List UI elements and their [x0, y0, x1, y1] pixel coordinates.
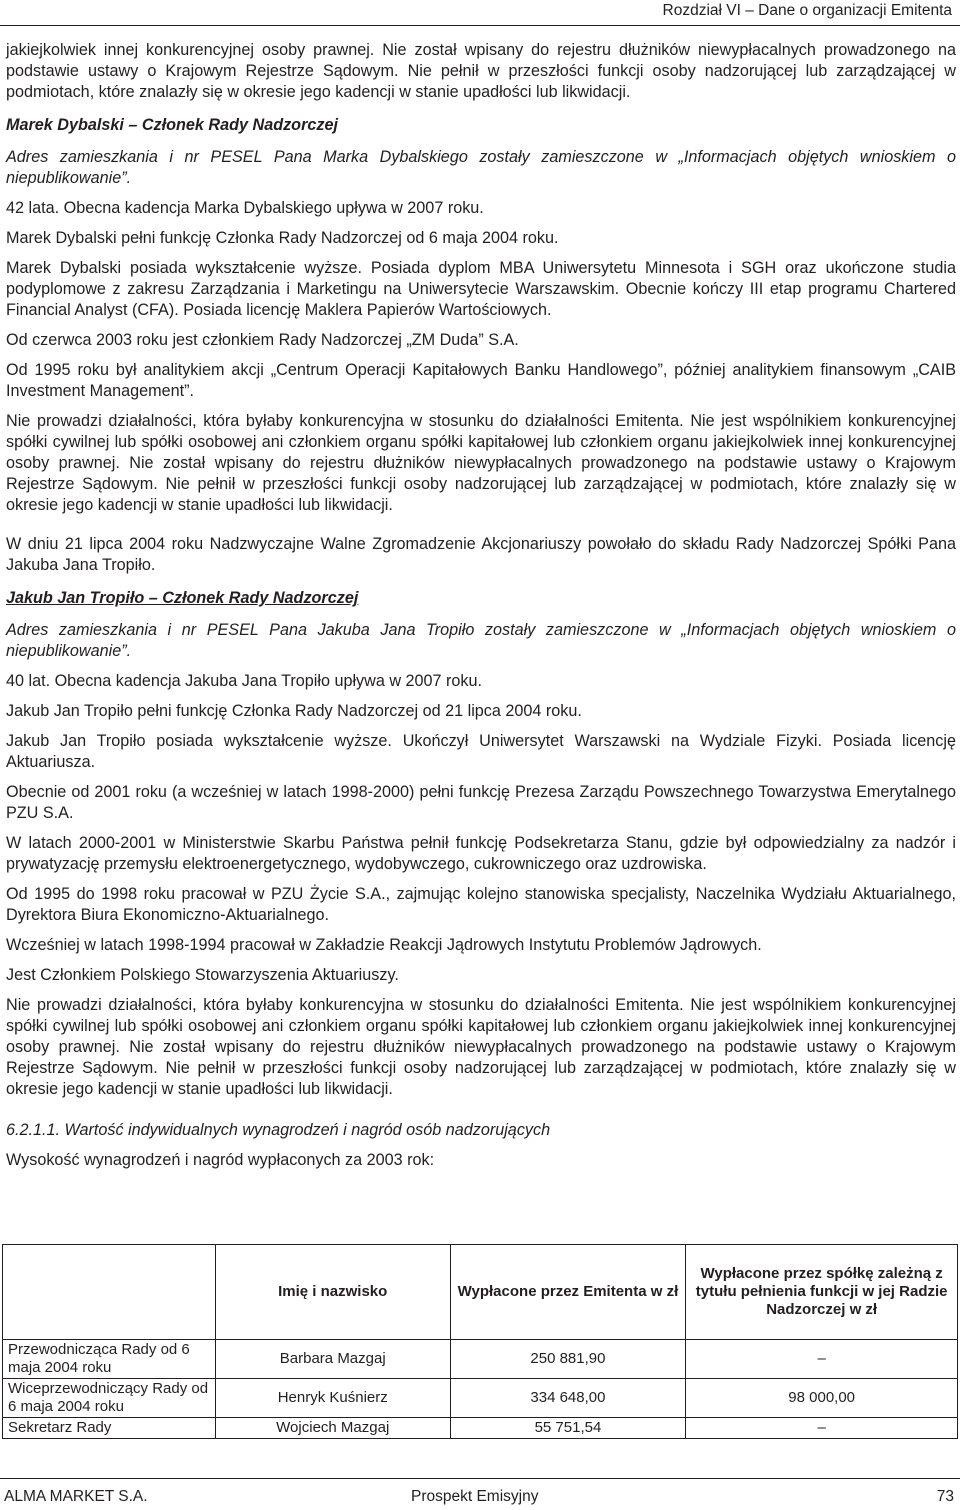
table-cell: Henryk Kuśnierz [215, 1379, 450, 1418]
table-cell: – [686, 1340, 958, 1379]
table-cell: 55 751,54 [450, 1418, 686, 1439]
paragraph: Marek Dybalski posiada wykształcenie wyższe. Posiada dyplom MBA Uniwersytetu Minnesota i SGH oraz ukończone studia podyplomowe z zakresu Zarządzania i Marketingu na Uniwersytecie Warszawskim. Obecnie kończy III etap programu Chartered Financial Analyst (CFA). Posiada licencję Maklera Papierów Wartościowych. [6, 259, 956, 319]
paragraph: Adres zamieszkania i nr PESEL Pana Marka Dybalskiego zostały zamieszczone w „Informacjach objętych wnioskiem o niepublikowanie”. [6, 148, 956, 187]
table-header-cell: Wypłacone przez spółkę zależną z tytułu pełnienia funkcji w jej Radzie Nadzorczej w zł [686, 1245, 958, 1340]
table-cell: Wiceprzewodniczący Rady od 6 maja 2004 roku [3, 1379, 216, 1418]
table-row [3, 1379, 958, 1418]
remuneration-table [2, 1244, 958, 1439]
table-cell: – [686, 1418, 958, 1439]
page-header [0, 0, 960, 28]
paragraph: Jakub Jan Tropiło posiada wykształcenie wyższe. Ukończył Uniwersytet Warszawski na Wydziale Fizyki. Posiada licencję Aktuariusza. [6, 732, 956, 771]
person-heading-tropilo: Jakub Jan Tropiło – Członek Rady Nadzorczej [6, 589, 359, 607]
table-cell: 334 648,00 [450, 1379, 686, 1418]
person-heading-dybalski: Marek Dybalski – Członek Rady Nadzorczej [6, 116, 338, 134]
table-cell: Barbara Mazgaj [215, 1340, 450, 1379]
paragraph: Nie prowadzi działalności, która byłaby konkurencyjna w stosunku do działalności Emitenta. Nie jest wspólnikiem konkurencyjnej spółki cywilnej lub spółki osobowej ani członkiem organu spółki kapitałowej lub członkiem organu jakiejkolwiek innej konkurencyjnej osoby prawnej. Nie został wpisany do rejestru dłużników niewypłacalnych prowadzonego na podstawie ustawy o Krajowym Rejestrze Sądowym. Nie pełnił w przeszłości funkcji osoby nadzorującej lub zarządzającej w podmiotach, które znalazły się w okresie jego kadencji w stanie upadłości lub likwidacji. [6, 996, 956, 1098]
company-name: ALMA MARKET S.A. [4, 1488, 148, 1505]
paragraph: Jakub Jan Tropiło pełni funkcję Członka Rady Nadzorczej od 21 lipca 2004 roku. [6, 702, 582, 720]
table-cell: Wojciech Mazgaj [215, 1418, 450, 1439]
paragraph: Jest Członkiem Polskiego Stowarzyszenia Aktuariuszy. [6, 966, 399, 984]
paragraph: Marek Dybalski pełni funkcję Członka Rady Nadzorczej od 6 maja 2004 roku. [6, 229, 559, 247]
table-header-cell [3, 1245, 216, 1340]
paragraph: W latach 2000-2001 w Ministerstwie Skarbu Państwa pełnił funkcję Podsekretarza Stanu, gdzie był odpowiedzialny za nadzór i prywatyzację przemysłu elektroenergetycznego, wydobywczego, cukrowniczego oraz uzdrowiska. [6, 834, 956, 873]
paragraph: Od 1995 roku był analitykiem akcji „Centrum Operacji Kapitałowych Banku Handlowego”, później analitykiem finansowym „CAIB Investment Management”. [6, 361, 956, 400]
document-body [6, 40, 956, 1180]
table-intro: Wysokość wynagrodzeń i nagród wypłaconych za 2003 rok: [6, 1151, 435, 1169]
table-row [3, 1340, 958, 1379]
table-cell: 250 881,90 [450, 1340, 686, 1379]
paragraph: Wcześniej w latach 1998-1994 pracował w Zakładzie Reakcji Jądrowych Instytutu Problemów Jądrowych. [6, 936, 762, 954]
document-name: Prospekt Emisyjny [411, 1488, 539, 1505]
paragraph: jakiejkolwiek innej konkurencyjnej osoby prawnej. Nie został wpisany do rejestru dłużników niewypłacalnych prowadzonego na podstawie ustawy o Krajowym Rejestrze Sądowym. Nie pełnił w przeszłości funkcji osoby nadzorującej lub zarządzającej w podmiotach, które znalazły się w okresie jego kadencji w stanie upadłości lub likwidacji. [6, 41, 956, 101]
paragraph: Obecnie od 2001 roku (a wcześniej w latach 1998-2000) pełni funkcję Prezesa Zarządu Powszechnego Towarzystwa Emerytalnego PZU S.A. [6, 783, 956, 822]
table-header-cell: Imię i nazwisko [215, 1245, 450, 1340]
table-cell: 98 000,00 [686, 1379, 958, 1418]
table-cell: Przewodnicząca Rady od 6 maja 2004 roku [3, 1340, 216, 1379]
header-rule [0, 25, 960, 26]
paragraph: W dniu 21 lipca 2004 roku Nadzwyczajne Walne Zgromadzenie Akcjonariuszy powołało do składu Rady Nadzorczej Spółki Pana Jakuba Jana Tropiło. [6, 535, 956, 574]
page-footer [0, 1478, 960, 1510]
page-number: 73 [936, 1488, 954, 1505]
paragraph: Od 1995 do 1998 roku pracował w PZU Życie S.A., zajmując kolejno stanowiska specjalisty, Naczelnika Wydziału Aktuarialnego, Dyrektora Biura Ekonomiczno-Aktuarialnego. [6, 885, 956, 924]
paragraph: Nie prowadzi działalności, która byłaby konkurencyjna w stosunku do działalności Emitenta. Nie jest wspólnikiem konkurencyjnej spółki cywilnej lub spółki osobowej ani członkiem organu spółki kapitałowej lub członkiem organu jakiejkolwiek innej konkurencyjnej osoby prawnej. Nie został wpisany do rejestru dłużników niewypłacalnych prowadzonego na podstawie ustawy o Krajowym Rejestrze Sądowym. Nie pełnił w przeszłości funkcji osoby nadzorującej lub zarządzającej w podmiotach, które znalazły się w okresie jego kadencji w stanie upadłości lub likwidacji. [6, 412, 956, 514]
chapter-title: Rozdział VI – Dane o organizacji Emitenta [662, 2, 952, 19]
footer-rule [0, 1478, 960, 1479]
section-heading: 6.2.1.1. Wartość indywidualnych wynagrodzeń i nagród osób nadzorujących [6, 1121, 551, 1139]
paragraph: Od czerwca 2003 roku jest członkiem Rady Nadzorczej „ZM Duda” S.A. [6, 331, 519, 349]
table-row [3, 1418, 958, 1439]
paragraph: Adres zamieszkania i nr PESEL Pana Jakuba Jana Tropiło zostały zamieszczone w „Informacjach objętych wnioskiem o niepublikowanie”. [6, 621, 956, 660]
table-cell: Sekretarz Rady [3, 1418, 216, 1439]
paragraph: 42 lata. Obecna kadencja Marka Dybalskiego upływa w 2007 roku. [6, 199, 484, 217]
table-header-cell: Wypłacone przez Emitenta w zł [450, 1245, 686, 1340]
table-header-row [3, 1245, 958, 1340]
paragraph: 40 lat. Obecna kadencja Jakuba Jana Tropiło upływa w 2007 roku. [6, 672, 483, 690]
